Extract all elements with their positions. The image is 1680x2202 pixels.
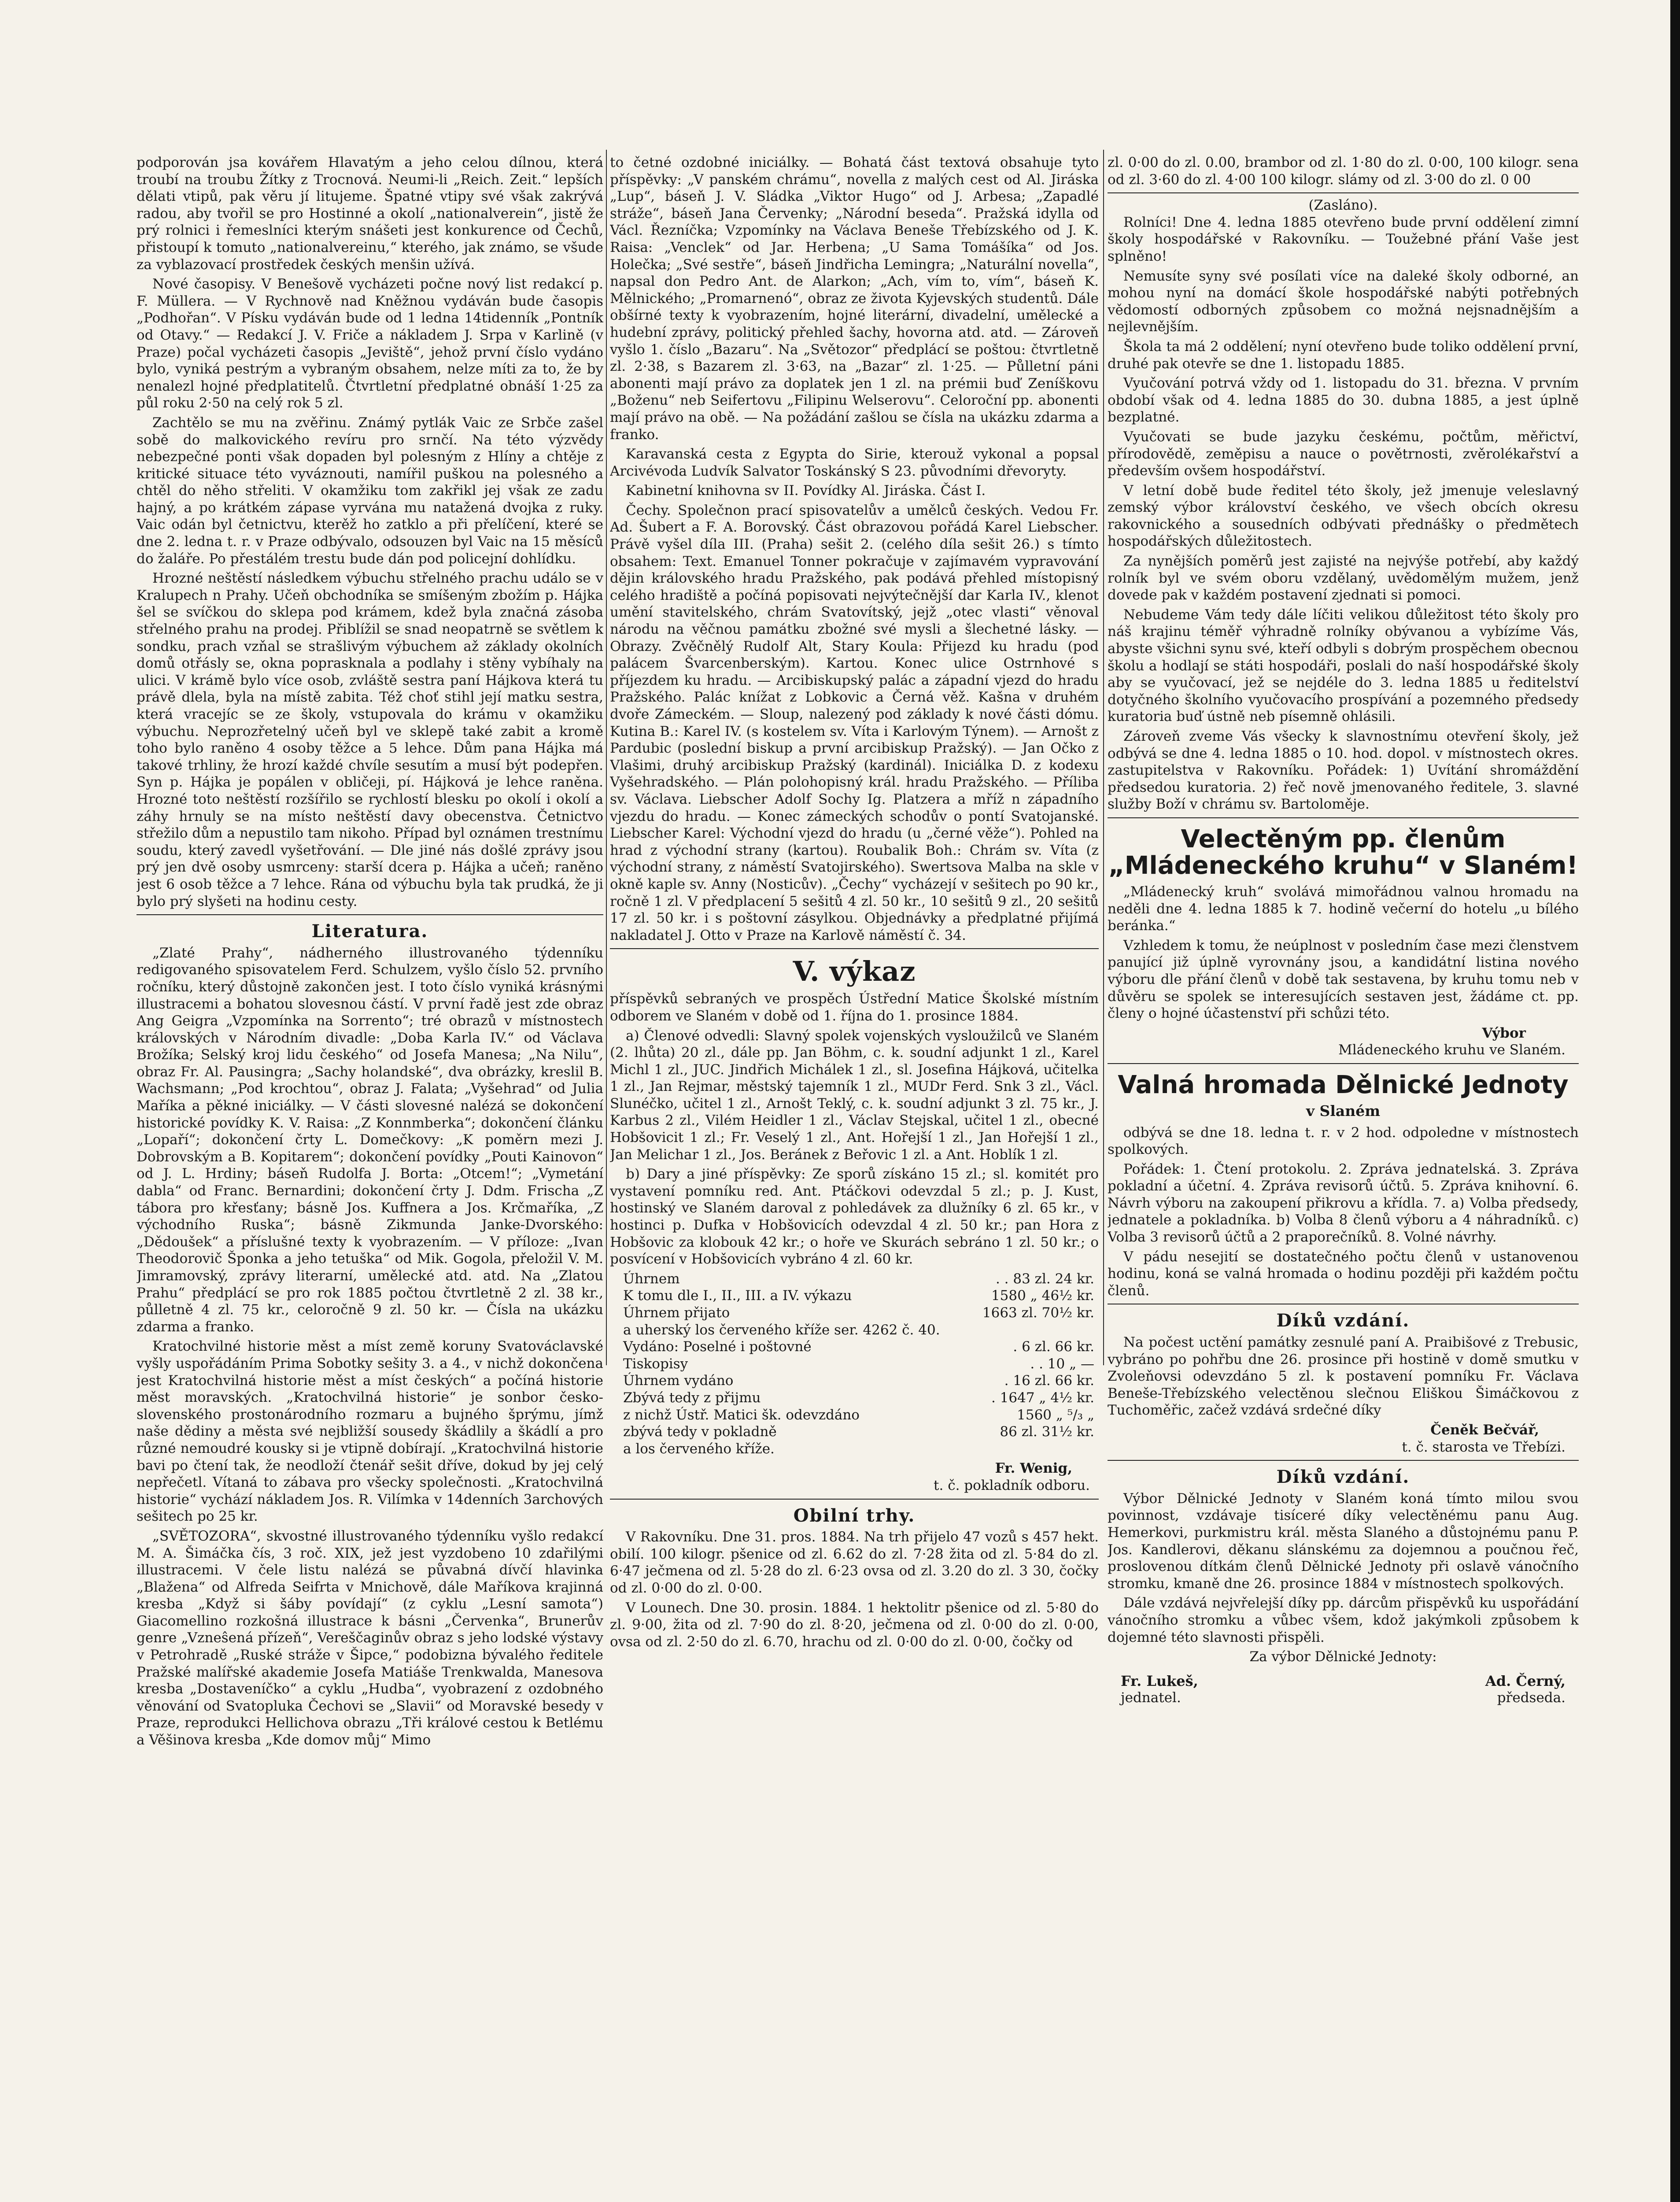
column-1	[137, 154, 603, 2202]
table-row: Vydáno: Poselné i poštovné . 6 zl. 66 kr.	[623, 1339, 1094, 1355]
section-divider	[1108, 1063, 1579, 1064]
mladenecky-para: „Mládenecký kruh“ svolává mimořádnou valnou hromadu na neděli dne 4. ledna 1885 k 7. hodině večerní do hotelu „u bílého beránka.“	[1108, 883, 1579, 934]
diky1-signature: Čeněk Bečvář,	[1430, 1422, 1539, 1438]
vykaz-intro: příspěvků sebraných ve prospěch Ústřední Matice Školské místním odborem ve Slaném v době od 1. října do 1. prosince 1884.	[610, 991, 1099, 1024]
rolnici-para: Za nynějších poměrů jest zajisté na nejvýše potřebí, aby každý rolník byl ve svém oboru vzdělaný, uvědomělým mužem, jenž dovede pak v každém postavení zjednati si pomoci.	[1108, 553, 1579, 603]
article-hrozne-nestesti: Hrozné neštěstí následkem výbuchu střelného prachu událo se v Kralupech n Prahy. Učeň obchodníka se smíšeným zbožím p. Hájka šel se svíčkou do sklepa pod krámem, kdež byla značná zásoba střelného prahu na prodej. Přiblížil se snad neopatrně se světlem k sondku, prach vzňal se strašlivým výbuchem až základy okolních domů otřásly se, okna poprasknala a podlahy i stěny vybíhaly na ulici. V krámě bylo více osob, zvláště sestra paní Hájkova která tu právě dlela, byla na místě zabita. Též choť stihl její matku sestra, která vracejíc se ze školy, vstupovala do krámu v okamžiku výbuchu. Neprozřetelný učeň byl ve sklepě také zabit a kromě toho bylo raněno 4 osoby těžce a 5 lehce. Dům pana Hájka má takové trhliny, že hrozí každé chvíle sesutím a musí být podepřen. Syn p. Hájka je popálen v obličeji, pí. Hájková je lehce raněna. Hrozné toto neštěstí rozšířilo se rychlostí blesku po okolí i okolí a záhy hrnuly se na místo neštěstí davy obecenstva. Četnictvo střežilo dům a nepustilo tam nikoho. Případ byl oznámen trestnímu soudu, který zavedl vyšetřování. — Dle jiné nás došlé zprávy jsou prý jen dvě osoby usmrceny: starší dcera p. Hájka a učeň; raněno jest 6 osob těžce a 7 lehce. Rána od výbuchu byla tak prudká, že ji bylo prý slyšeti na hodinu cesty.	[137, 570, 603, 909]
table-row: a los červeného kříže.	[623, 1441, 775, 1457]
rolnici-para: Nebudeme Vám tedy dále líčiti velikou důležitost této školy pro náš krajinu téměř výhradně rolníky obývanou a vybízíme Vás, abyste všichni synu své, kteří odbyli s dobrým prospěchem obecnou školu a hodlají se státi hospodáři, poslali do naší hospodářské školy aby se vyučovací, jež se nejdéle do 3. ledna 1885 u ředitelství dotyčného školního vyučovacího prospívání a pozemného předsedy kuratoria buď ústně neb písemně ohlásili.	[1108, 606, 1579, 725]
zaslano-label: (Zasláno).	[1308, 197, 1378, 214]
table-row: Tiskopisy . . 10 „ —	[623, 1356, 1094, 1372]
rolnici-para: Nemusíte syny své posílati více na daleké školy odborné, an mohou nyní na domácí škole hospodářské nabýti potřebných vědomostí odborných způsobem co možná nejsnadnějším a nejlevnějším.	[1108, 268, 1579, 335]
article-zachtelo-se: Zachtělo se mu na zvěřinu. Známý pytlák Vaic ze Srbče zašel sobě do malkovického revíru pro srnčí. Na této výzvědy nebezpečné ponti však dopaden byl polesným z Hlíny a chtěje z kritické situace této vyváznouti, namířil puškou na polesného a chtěl do něho střeliti. V okamžiku tom zakřikl jej však ze zadu hajný, a po krátkém zápase vyrvána mu natažená dvojka z ruky. Vaic odán byl četnictvu, kterěž ho zatklo a při přelíčení, které se dne 2. ledna t. r. v Praze odbývalo, odsouzen byl Vaic na 15 měsíců do žaláře. Po přestálém trestu bude dán pod policejní dohlídku.	[137, 414, 603, 567]
table-row: z nichž Ústř. Matici šk. odevzdáno 1560 „ ⁵/₃ „	[623, 1407, 1094, 1423]
table-row: a uherský los červeného kříže ser. 4262 č. 40.	[623, 1322, 940, 1338]
section-divider	[1108, 1460, 1579, 1461]
delnicke-para: Pořádek: 1. Čtení protokolu. 2. Zpráva jednatelská. 3. Zpráva pokladní a účetní. 4. Zpráva revisorů účtů. 5. Zpráva knihovní. 6. Návrh výboru na zakoupení přikrovu a křídla. 7. a) Volba předsedy, jednatele a pokladníka. b) Volba 8 členů výboru a 4 náhradníků. c) Volba 3 revisorů účtů a 2 praporečníků. 8. Volné návrhy.	[1108, 1161, 1579, 1245]
rolnici-para: Rolníci! Dne 4. ledna 1885 otevřeno bude první oddělení zimní školy hospodářské v Rakovníku. — Toužebné přání Vaše jest splněno!	[1108, 214, 1579, 264]
trhy-continued: zl. 0·00 do zl. 0.00, brambor od zl. 1·80 do zl. 0·00, 100 kilogr. sena od zl. 3·60 do zl. 4·00 100 kilogr. slámy od zl. 3·00 do zl. 0 00	[1108, 155, 1579, 188]
vykaz-dary: b) Dary a jiné příspěvky: Ze sporů získáno 15 zl.; sl. komitét pro vystavení pomníku red. Ant. Ptáčkovi odevzdal 5 zl.; p. J. Kust, hostinský ve Slaném daroval z pohledávek za dlužníky 6 zl. 65 kr., v hostinci p. Dufka v Hobšovicích odevzdal 4 zl. 50 kr.; pan Hora z Hobšovic za klobouk 42 kr.; o hoře ve Skurách sebráno 1 zl. 50 kr.; o posvícení v Hobšovicích vybráno 4 zl. 60 kr.	[610, 1166, 1099, 1267]
article-nove-casopisy: Nové časopisy. V Benešově vycházeti počne nový list redakcí p. F. Müllera. — V Rychnově nad Kněžnou vydáván bude časopis „Podhořan“. V Písku vydáván bude od 1 ledna 14tidenník „Pontník od Otavy.“ — Redakcí J. V. Friče a nákladem J. Srpa v Karlině (v Praze) počal vycházeti časopis „Jeviště“, jehož první číslo vydáno bylo, vyniká pestrým a vybraným obsahem, nelze míti za to, že by nenalezl hojné předplatitelů. Čtvrtletní předplatné obnáší 1·25 za půl roku 2·50 na celý rok 5 zl.	[137, 276, 603, 411]
rolnici-para: Vyučovati se bude jazyku českému, počtům, měřictví, přírodovědě, zeměpisu a nauce o povětrnosti, zvěrolékařství a především ovšem hospodářství.	[1108, 429, 1579, 479]
rolnici-para: Škola ta má 2 oddělení; nyní otevřeno bude toliko oddělení první, druhé pak otevře se dne 1. listopadu 1885.	[1108, 338, 1579, 372]
vykaz-clenove: a) Členové odvedli: Slavný spolek vojenských vysloužilců ve Slaném (2. lhůta) 20 zl., dále pp. Jan Böhm, c. k. soudní adjunkt 1 zl., Karel Michl 1 zl., JUC. Jindřich Michálek 1 zl., sl. Josefina Hájková, učitelka 1 zl., Jan Rejmar, městský tajemník 1 zl., MUDr Ferd. Snk 3 zl., Václ. Slunéčko, učitel 1 zl., Arnošt Teklý, c. k. soudní adjunkt 3 zl. 75 kr., J. Karbus 2 zl., Vilém Heidler 1 zl., Václav Stejskal, učitel 1 zl., obecné Hobšovicit 1 zl.; Fr. Veselý 1 zl., Ant. Hořejší 1 zl., Jan Hořejší 1 zl., Jan Melichar 1 zl., Jos. Beránek z Beřovic 1 zl. a Ant. Hoblík 1 zl.	[610, 1027, 1099, 1163]
article-continued: to četné ozdobné iniciálky. — Bohatá část textová obsahuje tyto příspěvky: „V panském chrámu“, novella z malých cest od Al. Jiráska „Lup“, báseň J. V. Sládka „Viktor Hugo“ od J. Arbesa; „Zapadlé stráže“, báseň Jana Červenky; „Národní beseda“. Pražská idylla od Václ. Řezníčka; Vzpomínky na Václava Beneše Třebízského od J. K. Raisa: „Venclek“ od Jar. Herbena; „U Sama Tomášíka“ od Jos. Holečka; „Své sestře“, báseň Jindřicha Lemingra; „Naturální novella“, napsal don Pedro Ant. de Alarkon; „Ach, vím to, vím“, báseň K. Mělnického; „Promarnenó“, obraz ze života Kyjevských studentů. Dále obšírné texty k vyobrazením, hojné literární, divadelní, umělecké a hudební zprávy, politický přehled šachy, hovorna atd. atd. — Zároveň vyšlo 1. číslo „Bazaru“. Na „Světozor“ předplácí se poštou: čtvrtletně zl. 2·38, s Bazarem zl. 3·63, na „Bazar“ zl. 1·25. — Půlletní páni abonenti mají právo za doplatek jen 1 zl. na prémii buď Zeníškovu „Boženu“ neb Seifertovu „Filipinu Welserovu“. Celoroční pp. abonenti mají právo na obě. — Na požádání zašlou se čísla na ukázku zdarma a franko.	[610, 155, 1099, 443]
section-heading-literatura: Literatura.	[311, 921, 428, 942]
section-heading-vykaz: V. výkaz	[793, 955, 916, 988]
diky2-signatures	[1121, 1673, 1566, 1690]
vykaz-signature-role: t. č. pokladník odboru.	[934, 1477, 1090, 1493]
role-jednatel: jednatel.	[1121, 1690, 1181, 1706]
diky2-za-vybor: Za výbor Dělnické Jednoty:	[1249, 1649, 1437, 1665]
vykaz-signature: Fr. Wenig,	[995, 1460, 1072, 1477]
page-edge	[1670, 0, 1680, 2202]
heading-diku-vzdani-1: Díků vzdání.	[1276, 1310, 1410, 1331]
column-2	[610, 154, 1099, 2202]
heading-diku-vzdani-2: Díků vzdání.	[1276, 1467, 1410, 1488]
table-row: Úhrnem přijato 1663 zl. 70½ kr.	[623, 1305, 1094, 1321]
section-divider	[1108, 817, 1579, 818]
rolnici-para: Vyučování potrvá vždy od 1. listopadu do 31. března. V prvním období však od 4. ledna 1885 do 30. dubna 1885, a jest úplně bezplatné.	[1108, 375, 1579, 425]
lit-svetozor: „SVĚTOZORA“, skvostné illustrovaného týdenníku vyšlo redakcí M. A. Šimáčka čís, 3 roč. XIX, jež jest vyzdobeno 10 zdařilými illustracemi. V čele listu nalézá se půvabná dívčí hlavinka „Blažena“ od Alfreda Seifrta v Mnichově, dále Maříkova krajinná kresba „Když si šáby povídají“ (z cyklu „Lesní samota“) Giacomellino rozkošná illustrace k básni „Červenka“, Brunerův genre „Vzneŝená přízeň“, Vereščaginův obraz s jeho lodské výstavy v Petrohradě „Ruské stráže v Šipce,“ podobizna bývalého ředitele Pražské malířské akademie Josefa Matiáše Trenkwalda, Manesova kresba „Dostaveníčko“ a cyklu „Hudba“, vyobrazení z ozdobného věnování od Svatopluka Čechovi se „Slavii“ od Moravské besedy v Praze, reprodukci Hellichova obrazu „Tři králové cestou k Betlému a Věšinova kresba „Kde domov můj“ Mimo	[137, 1528, 603, 1748]
signature-predseda: Ad. Černý,	[1485, 1672, 1566, 1689]
article-text: podporován jsa kovářem Hlavatým a jeho celou dílnou, která troubí na troubu Žítky z Trocnová. Neumi-li „Reich. Zeit.“ lepších dělati vtipů, pak věru jí litujeme. Špatné vtipy své však zakrývá radou, aby tvořil se pro Hostinné a okolí „nationalverein“, jistě že prý rolnici i řemeslníci kterým snášeti jest konkurence od Čechů, přistoupí k tomuto „nationalvereinu,“ kterého, jak známo, se všude za vyblazovací prostředek českých menšin užívá.	[137, 155, 603, 273]
table-row: zbývá tedy v pokladně 86 zl. 31½ kr.	[623, 1424, 1094, 1440]
column-3	[1108, 154, 1579, 2202]
table-row: Úhrnem vydáno . 16 zl. 66 kr.	[623, 1373, 1094, 1389]
diky1-signature-sub: t. č. starosta ve Třebízi.	[1402, 1439, 1566, 1455]
heading-mladenecky-kruh: Velectěným pp. členům „Mládeneckého kruhu“ v Slaném!	[1108, 824, 1578, 880]
subheading-v-slanem: v Slaném	[1306, 1102, 1381, 1119]
diky2-para: Výbor Dělnické Jednoty v Slaném koná tímto milou svou povinnost, vzdávaje tisíceré díky velectěnému panu Aug. Hemerkovi, purkmistru král. města Slaného a důstojnému panu P. Jos. Kandlerovi, děkanu slánskému za dojemnou a poučnou řeč, proslovenou dítkám členů Dělnické Jednoty při oslavě vánočního stromku, kmaně dne 26. prosince 1884 v místnostech spolkových.	[1108, 1490, 1579, 1592]
rolnici-para: V letní době bude ředitel této školy, jež jmenuje veleslavný zemský výbor království českého, ve všech obcích okresu rakovnického a sousedních odbývati přednášky o předmětech hospodářských důležitostech.	[1108, 482, 1579, 550]
mladenecky-signature-sub: Mládeneckého kruhu ve Slaném.	[1338, 1042, 1566, 1058]
table-row: Zbývá tedy z přijmu . 1647 „ 4½ kr.	[623, 1389, 1094, 1406]
section-divider	[610, 1499, 1099, 1500]
column-rule	[1103, 150, 1104, 1365]
trhy-louny: V Lounech. Dne 30. prosin. 1884. 1 hektolitr pšenice od zl. 5·80 do zl. 9·00, žita od zl. 7·90 do zl. 8·20, ječmena od zl. 0·00 do zl. 0·00, ovsa od zl. 2·50 do zl. 6.70, hrachu od zl. 0·00 do zl. 0·00, čočky od	[610, 1600, 1099, 1650]
role-predseda: předseda.	[1497, 1690, 1566, 1706]
diky2-signature-roles	[1121, 1689, 1566, 1707]
delnicke-para: V pádu nesejití se dostatečného počtu členů v ustanovenou hodinu, koná se valná hromada o hodinu později při každém počtu členů.	[1108, 1249, 1579, 1299]
mladenecky-signature: Výbor	[1482, 1025, 1526, 1041]
article-karavanska: Karavanská cesta z Egypta do Sirie, kterouž vykonal a popsal Arcivévoda Ludvík Salvator Toskánský S 23. původními dřevoryty.	[610, 446, 1099, 479]
heading-valna-hromada: Valná hromada Dělnické Jednoty	[1118, 1070, 1569, 1099]
section-heading-obilni-trhy: Obilní trhy.	[793, 1505, 916, 1526]
table-row: Úhrnem . . 83 zl. 24 kr.	[623, 1271, 1094, 1287]
lit-zlata-praha: „Zlaté Prahy“, nádherného illustrovaného týdenníku redigovaného spisovatelem Ferd. Schulzem, vyšlo číslo 52. prvního ročníku, který důstojně zakončen jest. I toto číslo vyniká krásnými illustracemi a bohatou slovesnou částí. V první řadě jest zde obraz Ang Geigra „Vzpomínka na Sorrento“; tré obrazů v místnostech královských v Národním divadle: „Doba Karla IV.“ od Václava Brožíka; Selský kroj lidu českého“ od Josefa Manesa; „Na Nilu“, obraz Fr. Al. Pausingra; „Sachy holandské“, dva obrázky, kreslil B. Wachsmann; „Pod krochtou“, obraz J. Falata; „Vyšehrad“ od Julia Maříka a pěkné iniciálky. — V části slovesné nalézá se dokončení historické povídky K. V. Raisa: „Z Konnmberka“; dokončení článku „Lopaří“; dokončení črty L. Domečkovy: „K poměrn mezi J. Dobrovským a B. Kopitarem“; dokončení povídky „Pouti Kainovon“ od J. L. Hrdiny; báseň Rudolfa J. Borta: „Otcem!“; „Vymetání dabla“ od Franc. Bernardini; dokončení črty J. Ddm. Frischa „Z tábora pro křesťany; básně Jos. Kuffnera a Jos. Krčmaříka, „Z východního Ruska“; básně Zikmunda Janke-Dvorského: „Dědoušek“ a příslušné texty k vyobrazením. — V příloze: „Ivan Theodorovič Šponka a jeho tetuška“ od Mik. Gogola, přeložil V. M. Jimramovský, zprávy literarní, umělecké atd. atd. Na „Zlatou Prahu“ předplácí se pro rok 1885 počtou čtvrtletně 2 zl. 38 kr., půlletně 4 zl. 75 kr., celoročně 9 zl. 50 kr. — Čísla na ukázku zdarma a franko.	[137, 945, 603, 1335]
diky1-para: Na počest uctění památky zesnulé paní A. Praibišové z Trebusic, vybráno po pohřbu dne 26. prosince při hostině v domě smutku v Zvoleňovsi odevzdáno 5 zl. k postavení pomníku Fr. Václava Beneše-Třebízského velectěnou slečnou Eliškou Šimáčkovou z Tuchoměřic, začež vzdává srdečné díky	[1108, 1334, 1579, 1419]
vykaz-table	[623, 1271, 1094, 1458]
signature-jednatel: Fr. Lukeš,	[1121, 1672, 1198, 1689]
table-row: K tomu dle I., II., III. a IV. výkazu 1580 „ 46½ kr.	[623, 1288, 1094, 1304]
rolnici-para: Zároveň zveme Vás všecky k slavnostnímu otevření školy, jež odbývá se dne 4. ledna 1885 o 10. hod. dopol. v místnostech okres. zastupitelstva v Rakovníku. Pořádek: 1) Uvítání shromáždění předsedou kuratoria. 2) řeč nově jmenovaného ředitele, 3. slavné služby Boží v chrámu sv. Bartoloměje.	[1108, 728, 1579, 813]
article-cechy: Čechy. Společnon prací spisovatelův a umělců českých. Vedou Fr. Ad. Šubert a F. A. Borovský. Část obrazovou pořádá Karel Liebscher. Právě vyšel díla III. (Praha) sešit 2. (celého díla sešit 26.) s tímto obsahem: Text. Emanuel Tonner pokračuje v zajímavém vypravování dějin královského hradu Pražského, pak podává přehled místopisný celého hradiště a počíná popisovati nejvýtečnější dar Karla IV., klenot umění stavitelského, chrám Svatovítský, jejž „otec vlasti“ věnoval národu na věčnou památku zbožné své mysli a šlechetné lásky. — Obrazy. Zvěčnělý Rudolf Alt, Stary Koula: Přijezd ku hradu (pod palácem Švarcenberským). Kartou. Konec ulice Ostrnhové s příjezdem ku hradu. — Arcibiskupský palác a západní vjezd do hradu Pražského. Palác knížat z Lobkovic a Černá věž. Kašna v druhém dvoře Zámeckém. — Sloup, nalezený pod základy k nové části dómu. Kutina B.: Karel IV. (s kostelem sv. Víta i Karlovým Týnem). — Arnošt z Pardubic (poslední biskup a první arcibiskup Pražský). — Jan Očko z Vlašimi, druhý arcibiskup Pražský (kardinál). Iniciálka D. z kodexu Vyšehradského. — Plán polohopisný král. hradu Pražského. — Příliba sv. Václava. Liebscher Adolf Sochy Ig. Platzera a mříž n západního vjezdu do hradu. — Konec zámeckých schodův o pontí Svatojanské. Liebscher Karel: Východní vjezd do hradu (u „černé věže“). Pohled na hrad z východní strany (kartou). Roubalik Boh.: Chrám sv. Víta (z východní strany, z náměstí Svatojirského). Swertsova Malba na skle v okně kaple sv. Anny (Nosticův). „Čechy“ vycházejí v sešitech po 90 kr., ročně 1 zl. V předplacení 5 sešitů 4 zl. 50 kr., 10 sešitů 9 zl., 20 sešitů 17 zl. 50 kr. i s poštovní zásylkou. Objednávky a předplatné přijímá nakladatel J. Otto v Praze na Karlově náměstí č. 34.	[610, 502, 1099, 943]
diky2-para: Dále vzdává nejvřelejší díky pp. dárcům přispěvků ku uspořádání vánočního stromku a vůbec všem, kdož jakýmkoli způsobem k dojemné této slavnosti přispěli.	[1108, 1595, 1579, 1645]
section-divider	[1108, 192, 1579, 193]
delnicke-para: odbývá se dne 18. ledna t. r. v 2 hod. odpoledne v místnostech spolkových.	[1108, 1124, 1579, 1158]
mladenecky-para: Vzhledem k tomu, že neúplnost v posledním čase mezi členstvem panující již úplně vyrovnány jsou, a kandidátní listina nového výboru dle přání členů v době tak sestavena, by kruhu tomu neb v důvěru se spolek se interesujících sestaven jest, žádáme ct. pp. členy o hojné účastenství při schůzi této.	[1108, 937, 1579, 1022]
column-rule	[606, 150, 607, 1365]
section-divider	[137, 914, 603, 915]
article-kabinetni: Kabinetní knihovna sv II. Povídky Al. Jiráska. Část I.	[626, 483, 986, 499]
section-divider	[610, 948, 1099, 949]
lit-kratochvilne: Kratochvilné historie měst a míst země koruny Svatováclavské vyšly uspořádáním Prima Sobotky sešity 3. a 4., v nichž dokončena jest Kratochvilná historie měst a míst českých“ a počíná historie měst moravských. „Kratochvilná historie“ je sonbor česko-slovenského prostonárodního rozmaru a bujného šprýmu, jímž naše dědiny a města své nejbližší sousedy škádlily a škádlí a pro různé nemoudré kousky si je vtipně dobírají. „Kratochvilná historie bavi po čtení tak, že neodloží čtenář sešit dříve, dokud by jej celý nepřečetl. Vítaná to zábava pro všecky společnosti. „Kratochvilná historie“ vychází nákladem Jos. R. Vilímka v 14denních 3archových sešitech po 25 kr.	[137, 1338, 603, 1525]
trhy-rakovnik: V Rakovníku. Dne 31. pros. 1884. Na trh přijelo 47 vozů s 457 hekt. obilí. 100 kilogr. pšenice od zl. 6.62 do zl. 7·28 žita od zl. 5·84 do zl. 6·47 ječmena od zl. 5·28 do zl. 6·23 ovsa od zl. 3.20 do zl. 3 30, čočky od zl. 0·00 do zl. 0·00.	[610, 1529, 1099, 1596]
